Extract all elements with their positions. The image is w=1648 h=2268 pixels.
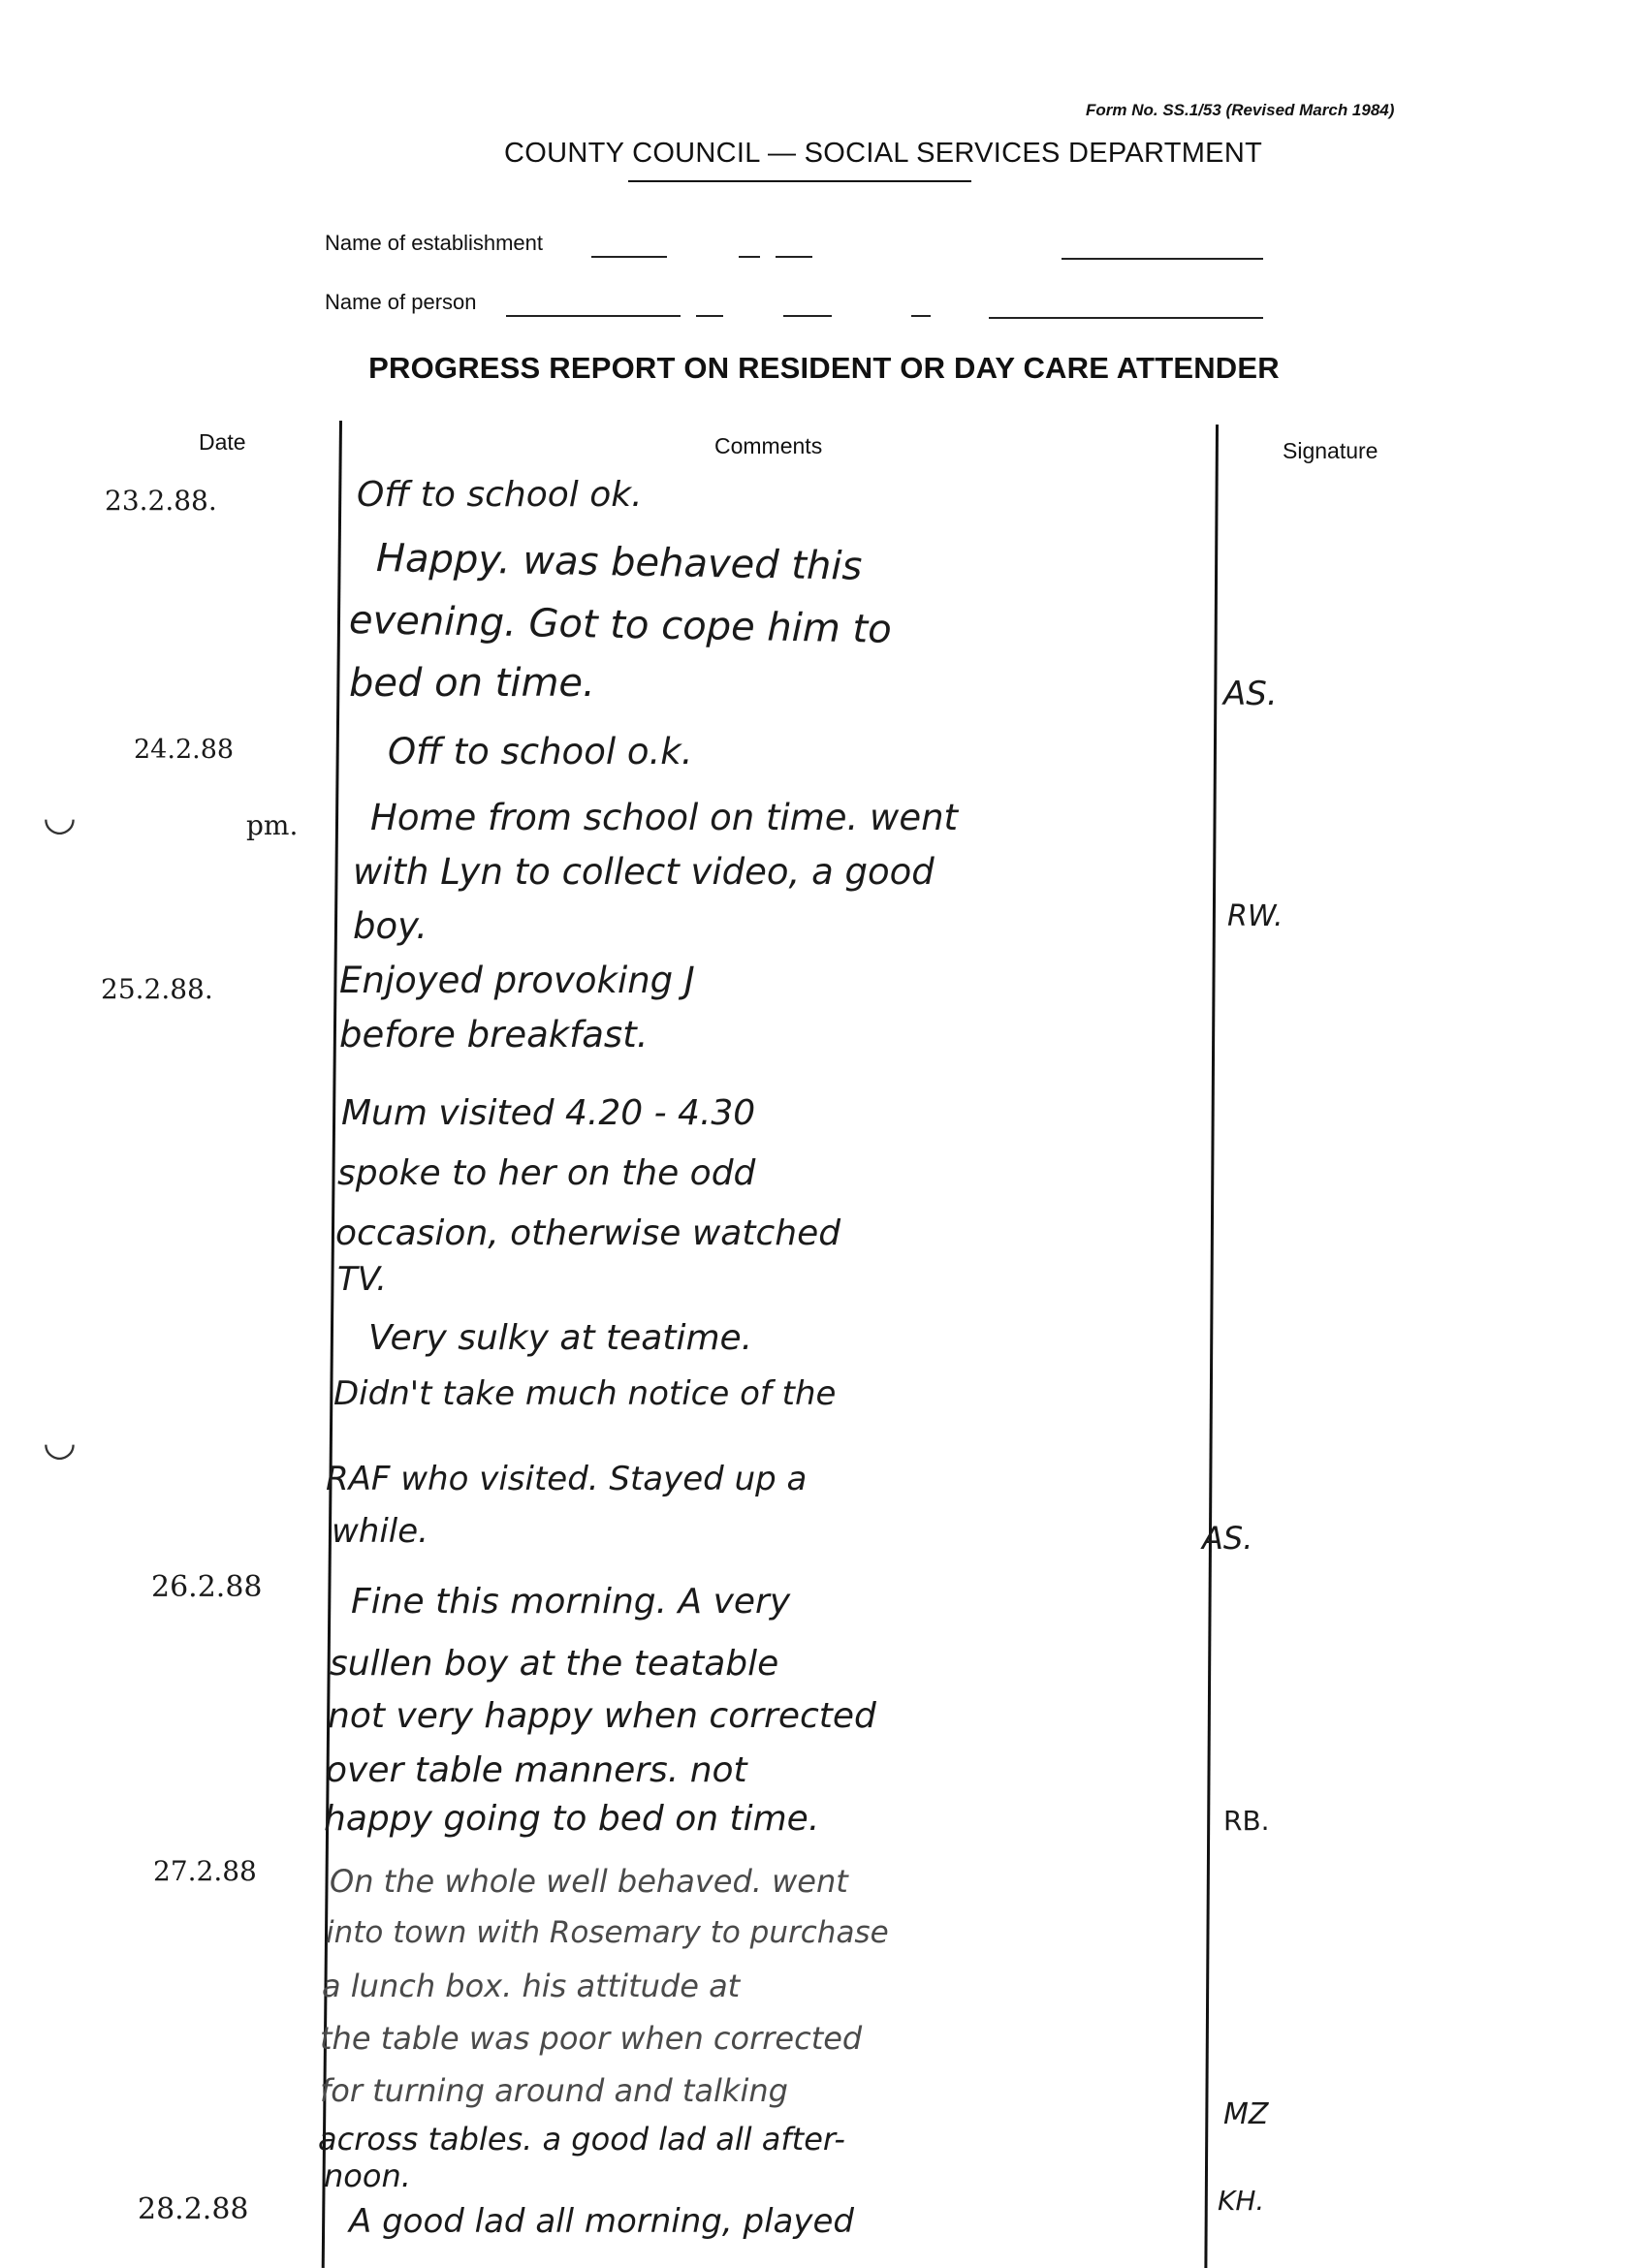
- entry-line: RAF who visited. Stayed up a: [326, 1460, 808, 1498]
- punch-mark: ◡: [43, 796, 77, 838]
- person-line-2: [696, 315, 723, 317]
- entry-line: Enjoyed provoking J: [339, 960, 695, 1001]
- department-heading: COUNTY COUNCIL — SOCIAL SERVICES DEPARTMENT: [504, 138, 1263, 169]
- entry-line: Didn't take much notice of the: [333, 1374, 837, 1413]
- entry-line: Off to school ok.: [357, 475, 643, 515]
- entry-line: On the whole well behaved. went: [330, 1863, 848, 1900]
- entry-date: 26.2.88: [151, 1570, 263, 1604]
- entry-line: bed on time.: [349, 661, 595, 706]
- entry-line: with Lyn to collect video, a good: [353, 851, 935, 893]
- entry-line: over table manners. not: [326, 1750, 747, 1790]
- entry-line: boy.: [353, 905, 428, 947]
- person-label: Name of person: [325, 290, 477, 314]
- column-header-date: Date: [199, 429, 246, 455]
- entry-line: spoke to her on the odd: [337, 1153, 756, 1193]
- entry-signature: AS.: [1202, 1520, 1253, 1557]
- entry-signature: KH.: [1218, 2185, 1265, 2217]
- entry-line: Fine this morning. A very: [351, 1582, 791, 1622]
- column-header-signature: Signature: [1283, 438, 1379, 463]
- entry-line: before breakfast.: [339, 1014, 649, 1055]
- entry-line: happy going to bed on time.: [324, 1799, 820, 1839]
- punch-mark: ◡: [43, 1421, 77, 1464]
- entry-line: sullen boy at the teatable: [330, 1644, 779, 1684]
- entry-line: Off to school o.k.: [388, 731, 693, 772]
- entry-date: 23.2.88.: [105, 485, 217, 517]
- entry-signature: RB.: [1223, 1805, 1270, 1837]
- heading-underline: [628, 180, 971, 182]
- entry-signature: RW.: [1227, 899, 1284, 933]
- report-title: PROGRESS REPORT ON RESIDENT OR DAY CARE ATTENDER: [368, 351, 1280, 385]
- establishment-line-1: [591, 256, 667, 258]
- entry-line: Mum visited 4.20 - 4.30: [341, 1093, 756, 1133]
- entry-line: not very happy when corrected: [328, 1696, 876, 1736]
- entry-date: 27.2.88: [153, 1855, 257, 1887]
- entry-line: Happy. was behaved this: [375, 536, 863, 589]
- entry-line: Home from school on time. went: [370, 797, 959, 838]
- entry-line: noon.: [324, 2158, 411, 2194]
- entry-signature: AS.: [1223, 675, 1278, 713]
- establishment-line-3: [776, 256, 812, 258]
- establishment-line-2: [739, 256, 760, 258]
- establishment-label: Name of establishment: [325, 231, 543, 255]
- entry-date: 25.2.88.: [101, 973, 213, 1005]
- entry-date: pm.: [246, 809, 299, 841]
- person-line-5: [989, 317, 1263, 319]
- entry-line: TV.: [337, 1260, 387, 1299]
- entry-line: for turning around and talking: [320, 2072, 788, 2109]
- entry-line: into town with Rosemary to purchase: [326, 1915, 889, 1950]
- form-number: Form No. SS.1/53 (Revised March 1984): [1086, 101, 1395, 119]
- entry-line: across tables. a good lad all after-: [318, 2121, 845, 2158]
- person-line-1: [506, 315, 681, 317]
- redaction-county-name: [417, 138, 504, 174]
- person-line-4: [911, 315, 931, 317]
- person-line-3: [783, 315, 832, 317]
- entry-line: the table was poor when corrected: [320, 2020, 863, 2057]
- right-column-rule: [1204, 425, 1219, 2268]
- establishment-line-4: [1062, 258, 1263, 260]
- entry-line: A good lad all morning, played: [349, 2202, 854, 2241]
- entry-line: a lunch box. his attitude at: [322, 1968, 741, 2004]
- entry-line: Very sulky at teatime.: [368, 1318, 753, 1358]
- entry-line: while.: [332, 1512, 428, 1551]
- entry-line: occasion, otherwise watched: [335, 1213, 841, 1253]
- entry-date: 24.2.88: [134, 735, 235, 765]
- entry-date: 28.2.88: [138, 2192, 249, 2226]
- entry-line: evening. Got to cope him to: [348, 598, 893, 652]
- entry-signature: MZ: [1223, 2097, 1269, 2131]
- column-header-comments: Comments: [714, 433, 823, 458]
